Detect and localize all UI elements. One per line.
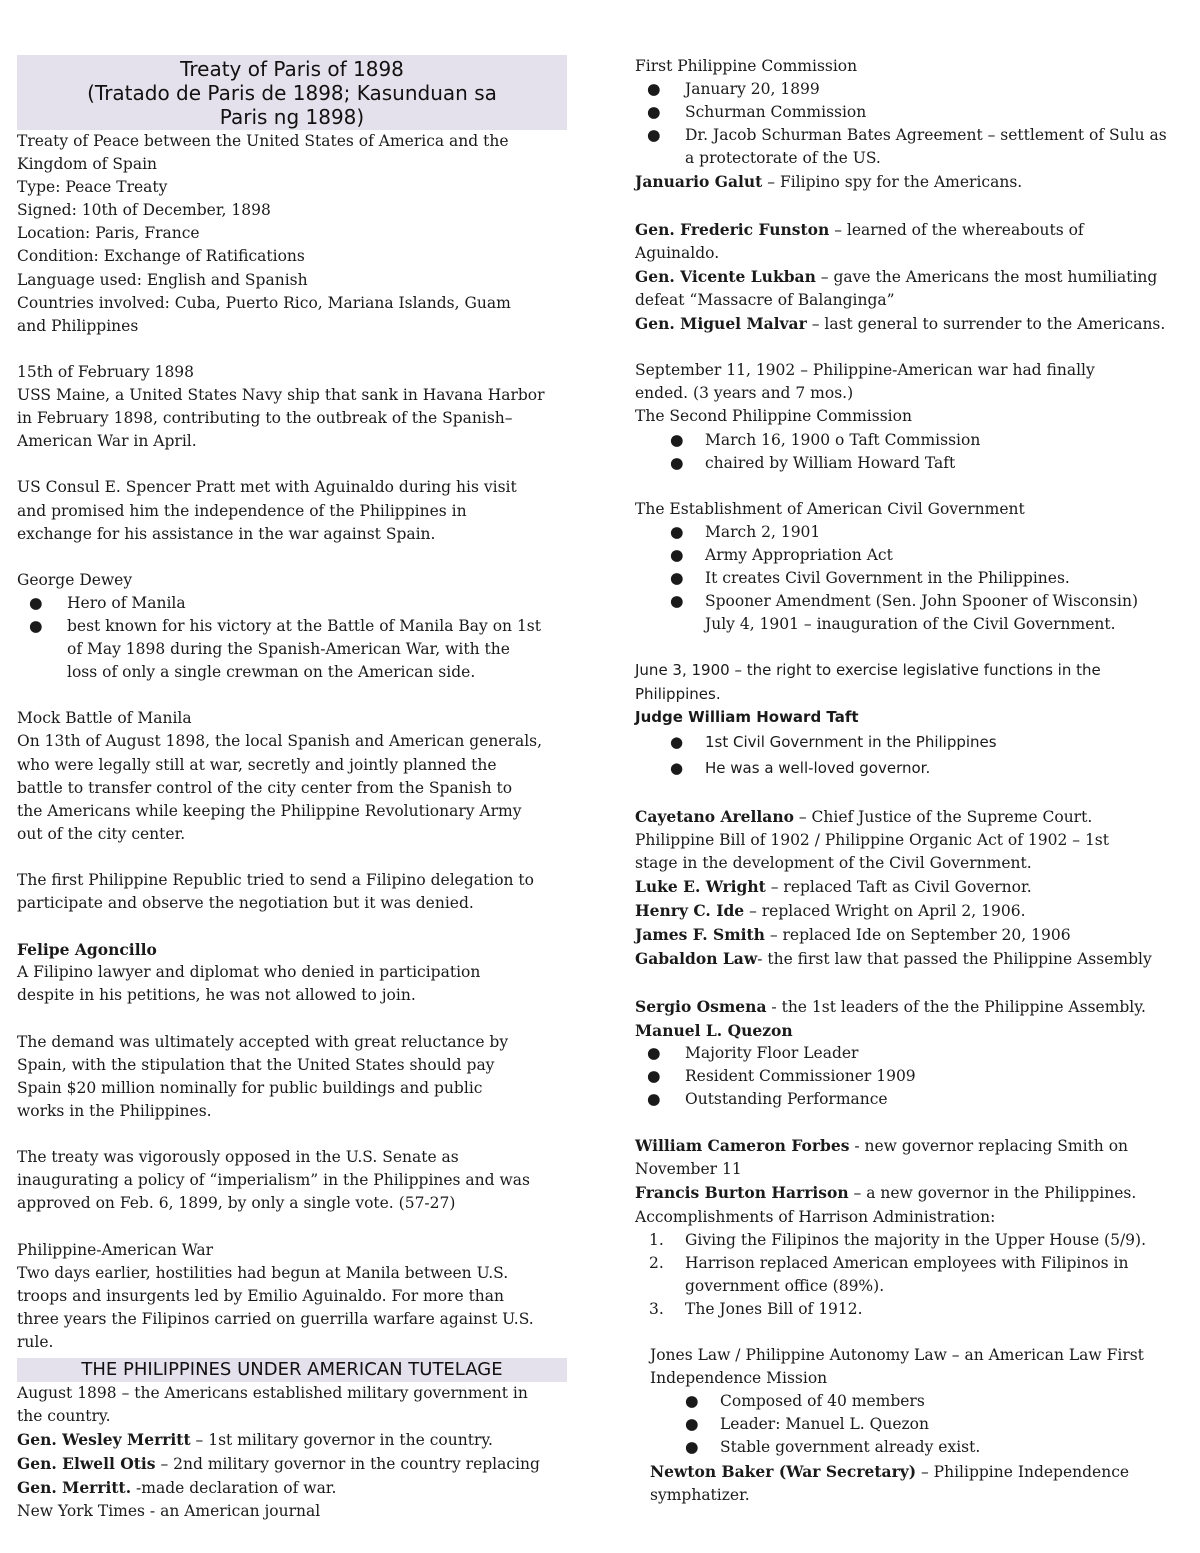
text-line: approved on Feb. 6, 1899, by only a single vote. (57-27)	[17, 1194, 456, 1213]
text-line: US Consul E. Spencer Pratt met with Aguinaldo during his visit	[17, 478, 517, 497]
bullet-icon: ●	[647, 126, 661, 145]
demand-paragraph	[17, 1031, 567, 1123]
text-line: Newton Baker (War Secretary) – Philippine Independence	[650, 1461, 1130, 1481]
person-name: Newton Baker (War Secretary)	[650, 1461, 917, 1481]
text-line: Philippines.	[635, 684, 721, 703]
text-line: Gen. Merritt. -made declaration of war.	[17, 1478, 337, 1498]
text-line: Kingdom of Spain	[17, 155, 158, 174]
bullet-icon: ●	[670, 758, 684, 777]
text-line: James F. Smith – replaced Ide on September 20, 1906	[635, 925, 1071, 945]
bullet-icon: ●	[647, 1043, 661, 1062]
text-line: out of the city center.	[17, 824, 186, 843]
text-line: Gabaldon Law- the first law that passed the Philippine Assembly	[635, 949, 1152, 969]
text-line: On 13th of August 1898, the local Spanish and American generals,	[17, 732, 543, 751]
list-item-continuation: loss of only a single crewman on the American side.	[67, 663, 476, 682]
pratt-paragraph	[17, 476, 567, 545]
person-name: Gen. Frederic Funston	[635, 219, 830, 239]
bullet-icon: ●	[685, 1392, 699, 1411]
title-line: Treaty of Paris of 1898	[180, 57, 404, 81]
text-line: Sergio Osmena - the 1st leaders of the the Philippine Assembly.	[635, 996, 1146, 1016]
text-line: Treaty of Peace between the United States of America and the	[17, 132, 509, 150]
bullet-icon: ●	[670, 569, 684, 588]
text-line: Luke E. Wright – replaced Taft as Civil Governor.	[635, 877, 1032, 897]
second-commission-section	[635, 359, 1187, 474]
text-line: defeat “Massacre of Balanginga”	[635, 290, 895, 309]
text-line: 15th of February 1898	[17, 362, 195, 381]
text-line: November 11	[635, 1160, 742, 1179]
text-line: Mock Battle of Manila	[17, 709, 192, 728]
person-name: Gen. Wesley Merritt	[17, 1430, 191, 1450]
list-item: ● best known for his victory at the Battle of Manila Bay on 1st	[17, 615, 567, 638]
text-line: Francis Burton Harrison – a new governor in the Philippines.	[635, 1183, 1137, 1203]
assembly-section	[635, 995, 1187, 1111]
text-line: William Cameron Forbes - new governor replacing Smith on	[635, 1136, 1129, 1156]
civil-government-section	[635, 498, 1187, 637]
list-item: ● Leader: Manuel L. Quezon	[650, 1413, 1187, 1436]
list-item: ● Majority Floor Leader	[635, 1042, 1187, 1065]
list-item: ● Stable government already exist.	[650, 1436, 1187, 1459]
person-name: Luke E. Wright	[635, 877, 766, 897]
tutelage-section	[17, 1382, 567, 1524]
text-line: Condition: Exchange of Ratifications	[17, 247, 305, 266]
text-line: American War in April.	[17, 432, 197, 451]
person-name: Henry C. Ide	[635, 901, 745, 921]
text-line: despite in his petitions, he was not allowed to join.	[17, 986, 416, 1005]
text-line: Countries involved: Cuba, Puerto Rico, Mariana Islands, Guam	[17, 293, 511, 312]
text-line: Spain $20 million nominally for public buildings and public	[17, 1078, 483, 1097]
text-line: the country.	[17, 1407, 111, 1426]
bullet-icon: ●	[685, 1415, 699, 1434]
list-item: ● chaired by William Howard Taft	[635, 452, 1187, 475]
section-heading: First Philippine Commission	[635, 57, 858, 75]
text-line: Jones Law / Philippine Autonomy Law – an American Law First	[650, 1346, 1144, 1365]
text-line: stage in the development of the Civil Government.	[635, 854, 1032, 873]
person-name: Judge William Howard Taft	[635, 707, 859, 726]
text-line: Two days earlier, hostilities had begun at Manila between U.S.	[17, 1263, 509, 1282]
agoncillo-section	[17, 938, 567, 1007]
bullet-icon: ●	[670, 453, 684, 472]
governors-section	[635, 805, 1187, 972]
right-column	[635, 55, 1187, 1507]
list-item: ● Dr. Jacob Schurman Bates Agreement – settlement of Sulu as	[635, 124, 1187, 147]
jones-law-section	[635, 1344, 1187, 1507]
list-item: ● He was a well-loved governor.	[635, 757, 1187, 780]
list-item: ● Army Appropriation Act	[635, 544, 1187, 567]
person-name: Gen. Vicente Lukban	[635, 266, 816, 286]
bullet-icon: ●	[670, 592, 684, 611]
left-column	[17, 55, 567, 1524]
title-line: Paris ng 1898)	[219, 105, 365, 129]
bullet-icon: ●	[647, 1090, 661, 1109]
person-name: Gen. Merritt.	[17, 1478, 132, 1498]
text-line: June 3, 1900 – the right to exercise legislative functions in the	[635, 661, 1101, 680]
text-line: who were legally still at war, secretly and jointly planned the	[17, 755, 497, 774]
list-item: ● Resident Commissioner 1909	[635, 1065, 1187, 1088]
section-heading: Accomplishments of Harrison Administration:	[635, 1207, 996, 1226]
person-name: Manuel L. Quezon	[635, 1020, 793, 1040]
bullet-icon: ●	[29, 616, 43, 635]
treaty-details	[17, 130, 567, 338]
uss-maine-paragraph	[17, 361, 567, 453]
dewey-section	[17, 569, 567, 684]
list-item: ● Spooner Amendment (Sen. John Spooner of Wisconsin)	[635, 590, 1187, 613]
text-line: symphatizer.	[650, 1485, 750, 1504]
text-line: and Philippines	[17, 316, 139, 335]
list-item: ● March 2, 1901	[635, 521, 1187, 544]
generals-section	[635, 218, 1187, 336]
text-line: ended. (3 years and 7 mos.)	[635, 384, 854, 403]
text-line: New York Times - an American journal	[17, 1502, 321, 1521]
list-item: 2. Harrison replaced American employees with Filipinos in	[635, 1252, 1187, 1275]
list-item: ● 1st Civil Government in the Philippines	[635, 731, 1187, 754]
bullet-icon: ●	[29, 593, 43, 612]
text-line: The Second Philippine Commission	[635, 407, 912, 426]
text-line: USS Maine, a United States Navy ship that sank in Havana Harbor	[17, 386, 545, 405]
taft-section	[635, 659, 1187, 779]
text-line: A Filipino lawyer and diplomat who denied in participation	[17, 963, 481, 982]
person-name: Sergio Osmena	[635, 996, 767, 1016]
list-item: ● Hero of Manila	[17, 592, 567, 615]
text-line: rule.	[17, 1332, 54, 1351]
text-line: Gen. Miguel Malvar – last general to surrender to the Americans.	[635, 314, 1166, 334]
person-name: Francis Burton Harrison	[635, 1183, 849, 1203]
text-line: August 1898 – the Americans established military government in	[17, 1383, 528, 1402]
list-item: ● January 20, 1899	[635, 78, 1187, 101]
list-item: ● Schurman Commission	[635, 101, 1187, 124]
person-name: James F. Smith	[635, 925, 765, 945]
law-name: Gabaldon Law	[635, 949, 758, 969]
person-name: Gen. Miguel Malvar	[635, 314, 807, 334]
list-item: ● It creates Civil Government in the Philippines.	[635, 567, 1187, 590]
text-line: Gen. Elwell Otis – 2nd military governor in the country replacing	[17, 1454, 540, 1474]
person-name: Cayetano Arellano	[635, 806, 794, 826]
bullet-icon: ●	[670, 430, 684, 449]
list-item: ● Outstanding Performance	[635, 1088, 1187, 1111]
text-line: Spain, with the stipulation that the United States should pay	[17, 1055, 495, 1074]
text-line: Gen. Wesley Merritt – 1st military governor in the country.	[17, 1430, 493, 1450]
bullet-icon: ●	[647, 103, 661, 122]
list-number: 1.	[649, 1230, 664, 1249]
senate-paragraph	[17, 1146, 567, 1215]
bullet-icon: ●	[647, 1066, 661, 1085]
list-item: 1. Giving the Filipinos the majority in the Upper House (5/9).	[635, 1229, 1187, 1252]
text-line: The first Philippine Republic tried to send a Filipino delegation to	[17, 871, 534, 889]
harrison-section	[635, 1134, 1187, 1321]
text-line: Language used: English and Spanish	[17, 270, 308, 289]
list-item: 3. The Jones Bill of 1912.	[635, 1298, 1187, 1321]
list-item: ● Composed of 40 members	[650, 1390, 1187, 1413]
republic-paragraph	[17, 869, 567, 915]
text-line: Signed: 10th of December, 1898	[17, 201, 271, 220]
text-line: inaugurating a policy of “imperialism” in the Philippines and was	[17, 1171, 530, 1190]
list-item-continuation: a protectorate of the US.	[685, 149, 881, 168]
text-line: works in the Philippines.	[17, 1101, 212, 1120]
text-line: The treaty was vigorously opposed in the U.S. Senate as	[17, 1148, 459, 1167]
document-title	[17, 55, 567, 130]
text-line: Januario Galut – Filipino spy for the Americans.	[635, 172, 1023, 192]
text-line: Henry C. Ide – replaced Wright on April 2, 1906.	[635, 901, 1026, 921]
tutelage-heading: THE PHILIPPINES UNDER AMERICAN TUTELAGE	[17, 1358, 567, 1382]
text-line: battle to transfer control of the city center from the Spanish to	[17, 778, 513, 797]
text-line: Independence Mission	[650, 1369, 828, 1388]
text-line: exchange for his assistance in the war against Spain.	[17, 524, 436, 543]
person-name: Gen. Elwell Otis	[17, 1454, 156, 1474]
text-line: Gen. Vicente Lukban – gave the Americans the most humiliating	[635, 266, 1158, 286]
text-line: troops and insurgents led by Emilio Aguinaldo. For more than	[17, 1286, 505, 1305]
list-number: 3.	[649, 1299, 664, 1318]
list-item-continuation: of May 1898 during the Spanish-American War, with the	[67, 640, 510, 659]
list-item-continuation: government office (89%).	[685, 1276, 885, 1295]
title-line: (Tratado de Paris de 1898; Kasunduan sa	[87, 81, 497, 105]
text-line: Location: Paris, France	[17, 224, 200, 243]
section-heading: George Dewey	[17, 570, 133, 589]
section-heading: The Establishment of American Civil Government	[635, 499, 1025, 518]
text-line: September 11, 1902 – Philippine-American war had finally	[635, 361, 1095, 380]
bullet-icon: ●	[685, 1438, 699, 1457]
text-line: Aguinaldo.	[635, 243, 720, 262]
text-line: The demand was ultimately accepted with great reluctance by	[17, 1032, 509, 1051]
mock-battle-paragraph	[17, 707, 567, 846]
text-line: Gen. Frederic Funston – learned of the whereabouts of	[635, 219, 1084, 239]
bullet-icon: ●	[670, 545, 684, 564]
bullet-icon: ●	[647, 80, 661, 99]
text-line: Philippine Bill of 1902 / Philippine Organic Act of 1902 – 1st	[635, 831, 1109, 849]
person-name: William Cameron Forbes	[635, 1136, 850, 1156]
person-name: Januario Galut	[635, 172, 763, 192]
text-line: participate and observe the negotiation but it was denied.	[17, 894, 474, 913]
list-item: ● March 16, 1900 o Taft Commission	[635, 429, 1187, 452]
war-paragraph	[17, 1239, 567, 1354]
list-item-continuation: July 4, 1901 – inauguration of the Civil Government.	[705, 615, 1116, 634]
text-line: in February 1898, contributing to the outbreak of the Spanish–	[17, 409, 513, 428]
text-line: and promised him the independence of the Philippines in	[17, 501, 467, 520]
text-line: Cayetano Arellano – Chief Justice of the Supreme Court.	[635, 806, 1093, 826]
first-commission-section	[635, 55, 1187, 195]
text-line: Type: Peace Treaty	[17, 178, 168, 197]
text-line: the Americans while keeping the Philippine Revolutionary Army	[17, 801, 522, 820]
bullet-icon: ●	[670, 732, 684, 751]
bullet-icon: ●	[670, 522, 684, 541]
text-line: three years the Filipinos carried on guerrilla warfare against U.S.	[17, 1309, 534, 1328]
person-name: Felipe Agoncillo	[17, 940, 157, 960]
list-number: 2.	[649, 1253, 664, 1272]
text-line: Philippine-American War	[17, 1240, 213, 1259]
